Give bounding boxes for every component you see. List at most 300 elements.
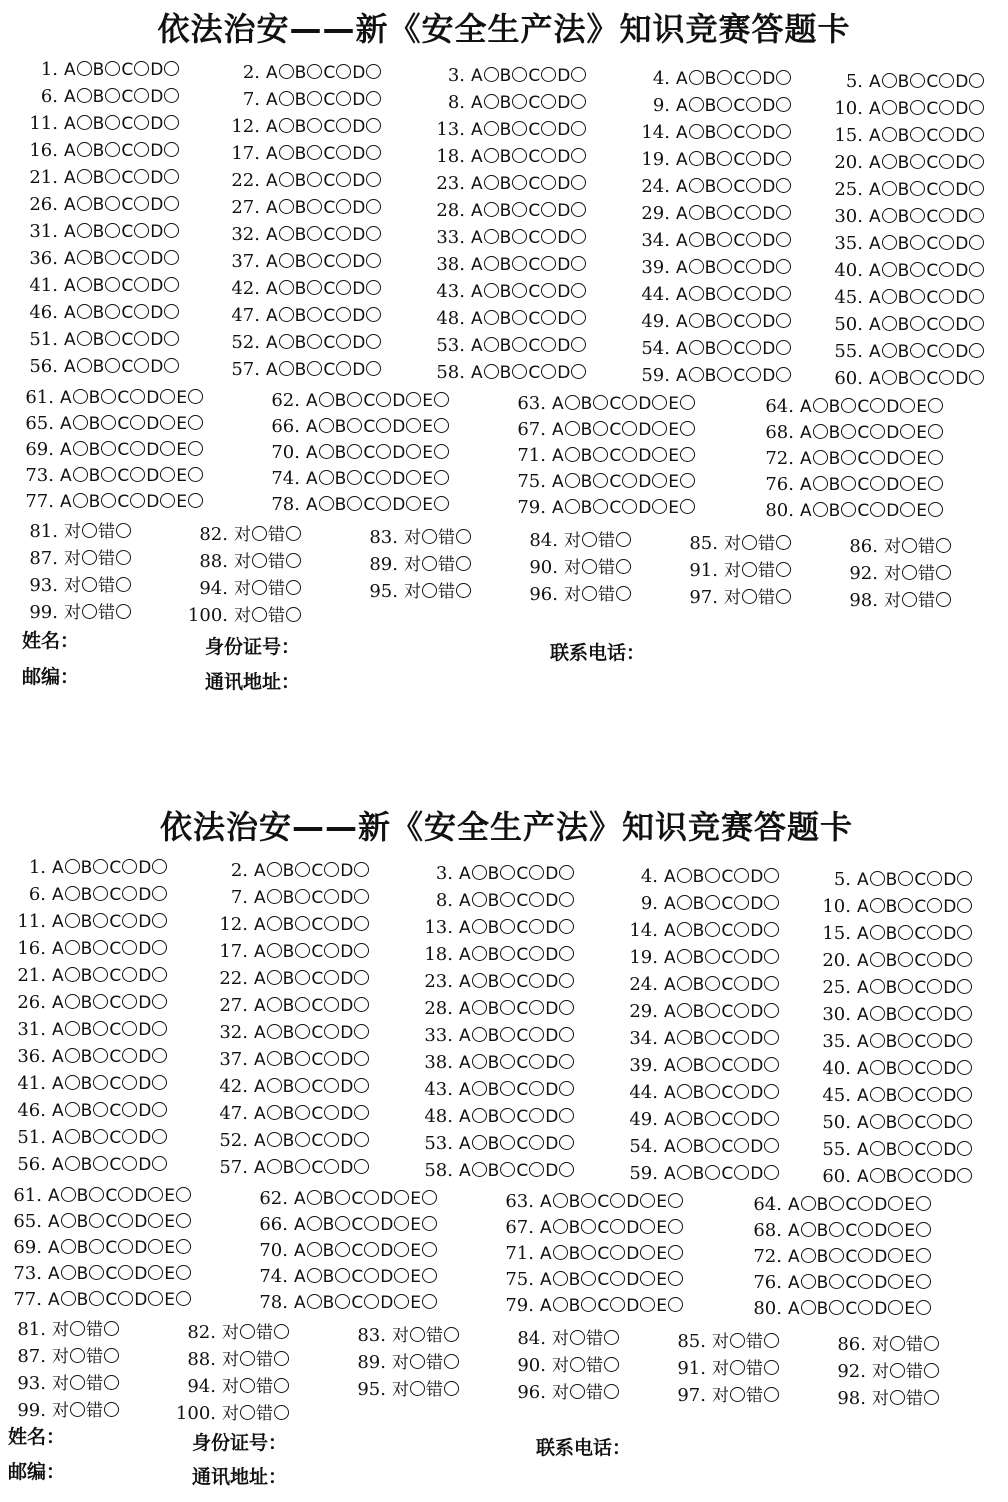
answer-bubble[interactable] [324,1051,339,1066]
option-d[interactable] [955,311,985,339]
answer-bubble[interactable] [152,913,167,928]
option-b[interactable] [295,302,324,330]
option-d[interactable] [762,146,792,174]
answer-bubble[interactable] [939,343,954,358]
option-false[interactable] [98,545,132,573]
option-c[interactable] [609,468,638,496]
option-b[interactable] [93,83,122,111]
answer-bubble[interactable] [347,418,362,433]
answer-bubble[interactable] [134,196,149,211]
answer-bubble[interactable] [746,259,761,274]
answer-bubble[interactable] [541,310,556,325]
option-c[interactable] [857,445,886,473]
option-a[interactable] [254,938,283,966]
answer-bubble[interactable] [957,1114,972,1129]
option-a[interactable] [869,68,898,96]
answer-bubble[interactable] [73,441,88,456]
option-d[interactable] [943,1055,973,1083]
answer-bubble[interactable] [252,553,267,568]
option-c[interactable] [597,1266,626,1294]
option-d[interactable] [380,1263,410,1291]
option-true[interactable] [724,584,758,612]
option-e[interactable] [656,1240,684,1268]
answer-bubble[interactable] [434,444,449,459]
option-a[interactable] [254,1100,283,1128]
answer-bubble[interactable] [500,892,515,907]
option-a[interactable] [664,998,693,1026]
answer-bubble[interactable] [813,398,828,413]
option-a[interactable] [64,164,93,192]
answer-bubble[interactable] [565,421,580,436]
answer-bubble[interactable] [335,1268,350,1283]
option-false[interactable] [758,530,792,558]
option-c[interactable] [109,881,138,909]
option-b[interactable] [705,65,734,93]
answer-bubble[interactable] [910,262,925,277]
option-c[interactable] [323,167,352,195]
option-b[interactable] [89,462,118,490]
option-c[interactable] [721,1133,750,1161]
option-d[interactable] [626,1188,656,1216]
option-b[interactable] [500,278,529,306]
option-d[interactable] [955,338,985,366]
option-a[interactable] [540,1292,569,1320]
option-true[interactable] [222,1400,256,1428]
option-b[interactable] [295,356,324,384]
option-c[interactable] [105,1182,134,1210]
option-d[interactable] [150,299,180,327]
option-c[interactable] [845,1269,874,1297]
option-c[interactable] [609,442,638,470]
option-b[interactable] [93,56,122,84]
answer-bubble[interactable] [500,973,515,988]
option-a[interactable] [471,359,500,387]
option-a[interactable] [64,56,93,84]
answer-bubble[interactable] [571,229,586,244]
answer-bubble[interactable] [640,1271,655,1286]
option-c[interactable] [528,332,557,360]
option-d[interactable] [352,59,382,87]
answer-bubble[interactable] [888,1222,903,1237]
option-b[interactable] [569,1240,598,1268]
answer-bubble[interactable] [324,889,339,904]
option-d[interactable] [545,1076,575,1104]
answer-bubble[interactable] [529,946,544,961]
answer-bubble[interactable] [746,151,761,166]
option-d[interactable] [380,1237,410,1265]
answer-bubble[interactable] [307,91,322,106]
answer-bubble[interactable] [898,1006,913,1021]
answer-bubble[interactable] [734,1084,749,1099]
option-true[interactable] [884,533,918,561]
answer-bubble[interactable] [444,1381,459,1396]
option-d[interactable] [150,110,180,138]
option-false[interactable] [758,557,792,585]
option-b[interactable] [81,1151,110,1179]
answer-bubble[interactable] [746,340,761,355]
answer-bubble[interactable] [130,441,145,456]
answer-bubble[interactable] [394,1242,409,1257]
option-b[interactable] [89,436,118,464]
option-c[interactable] [721,1106,750,1134]
option-d[interactable] [750,998,780,1026]
option-true[interactable] [872,1358,906,1386]
answer-bubble[interactable] [307,1268,322,1283]
answer-bubble[interactable] [122,859,137,874]
option-c[interactable] [351,1185,380,1213]
option-false[interactable] [586,1325,620,1353]
answer-bubble[interactable] [593,499,608,514]
option-d[interactable] [955,95,985,123]
answer-bubble[interactable] [422,556,437,571]
answer-bubble[interactable] [604,1357,619,1372]
answer-bubble[interactable] [347,470,362,485]
option-b[interactable] [488,1022,517,1050]
option-d[interactable] [392,387,422,415]
option-d[interactable] [750,1079,780,1107]
option-d[interactable] [352,113,382,141]
answer-bubble[interactable] [593,421,608,436]
option-c[interactable] [121,326,150,354]
option-b[interactable] [283,1127,312,1155]
answer-bubble[interactable] [472,919,487,934]
answer-bubble[interactable] [274,1378,289,1393]
answer-bubble[interactable] [134,331,149,346]
option-a[interactable] [459,887,488,915]
answer-bubble[interactable] [939,289,954,304]
option-d[interactable] [955,149,985,177]
answer-bubble[interactable] [279,307,294,322]
option-b[interactable] [817,1269,846,1297]
option-true[interactable] [392,1349,426,1377]
answer-bubble[interactable] [434,418,449,433]
answer-bubble[interactable] [559,1000,574,1015]
option-c[interactable] [516,860,545,888]
answer-bubble[interactable] [705,949,720,964]
answer-bubble[interactable] [898,952,913,967]
option-c[interactable] [733,173,762,201]
option-a[interactable] [52,1070,81,1098]
answer-bubble[interactable] [354,970,369,985]
answer-bubble[interactable] [730,1387,745,1402]
answer-bubble[interactable] [882,100,897,115]
answer-bubble[interactable] [105,196,120,211]
option-d[interactable] [750,890,780,918]
answer-bubble[interactable] [366,307,381,322]
option-b[interactable] [488,968,517,996]
answer-bubble[interactable] [295,1078,310,1093]
option-a[interactable] [254,911,283,939]
answer-bubble[interactable] [717,205,732,220]
option-c[interactable] [926,365,955,393]
option-d[interactable] [340,1100,370,1128]
answer-bubble[interactable] [336,199,351,214]
answer-bubble[interactable] [870,1168,885,1183]
answer-bubble[interactable] [152,859,167,874]
answer-bubble[interactable] [295,1159,310,1174]
option-a[interactable] [48,1286,77,1314]
answer-bubble[interactable] [130,493,145,508]
answer-bubble[interactable] [841,398,856,413]
answer-bubble[interactable] [105,331,120,346]
answer-bubble[interactable] [73,389,88,404]
answer-bubble[interactable] [776,367,791,382]
option-b[interactable] [886,920,915,948]
answer-bubble[interactable] [160,467,175,482]
answer-bubble[interactable] [529,892,544,907]
option-c[interactable] [845,1243,874,1271]
answer-bubble[interactable] [347,392,362,407]
answer-bubble[interactable] [105,115,120,130]
answer-bubble[interactable] [541,256,556,271]
answer-bubble[interactable] [122,1156,137,1171]
answer-bubble[interactable] [957,1141,972,1156]
answer-bubble[interactable] [668,1245,683,1260]
answer-bubble[interactable] [422,1294,437,1309]
answer-bubble[interactable] [610,1219,625,1234]
answer-bubble[interactable] [939,370,954,385]
option-false[interactable] [98,599,132,627]
option-a[interactable] [52,1124,81,1152]
answer-bubble[interactable] [898,1141,913,1156]
option-c[interactable] [926,230,955,258]
option-c[interactable] [516,968,545,996]
answer-bubble[interactable] [957,952,972,967]
answer-bubble[interactable] [93,1129,108,1144]
option-a[interactable] [64,353,93,381]
option-b[interactable] [81,1097,110,1125]
answer-bubble[interactable] [130,389,145,404]
answer-bubble[interactable] [336,280,351,295]
option-false[interactable] [906,1385,940,1413]
option-c[interactable] [926,338,955,366]
option-c[interactable] [363,465,392,493]
option-a[interactable] [459,995,488,1023]
option-c[interactable] [117,410,146,438]
answer-bubble[interactable] [240,1378,255,1393]
answer-bubble[interactable] [841,476,856,491]
answer-bubble[interactable] [882,154,897,169]
answer-bubble[interactable] [164,223,179,238]
answer-bubble[interactable] [274,1351,289,1366]
option-c[interactable] [121,137,150,165]
answer-bubble[interactable] [118,1239,133,1254]
option-c[interactable] [121,353,150,381]
answer-bubble[interactable] [529,1162,544,1177]
option-c[interactable] [109,854,138,882]
answer-bubble[interactable] [870,1033,885,1048]
option-a[interactable] [857,1163,886,1191]
answer-bubble[interactable] [553,1245,568,1260]
answer-bubble[interactable] [900,424,915,439]
option-b[interactable] [693,971,722,999]
option-a[interactable] [869,203,898,231]
answer-bubble[interactable] [910,343,925,358]
option-a[interactable] [459,1103,488,1131]
answer-bubble[interactable] [434,392,449,407]
option-true[interactable] [564,527,598,555]
option-false[interactable] [86,1370,120,1398]
answer-bubble[interactable] [152,1075,167,1090]
answer-bubble[interactable] [582,532,597,547]
answer-bubble[interactable] [366,280,381,295]
answer-bubble[interactable] [928,398,943,413]
option-e[interactable] [916,419,944,447]
answer-bubble[interactable] [307,118,322,133]
answer-bubble[interactable] [354,1105,369,1120]
option-b[interactable] [93,299,122,327]
option-d[interactable] [762,281,792,309]
answer-bubble[interactable] [152,994,167,1009]
option-c[interactable] [857,471,886,499]
option-true[interactable] [724,557,758,585]
answer-bubble[interactable] [969,289,984,304]
option-a[interactable] [676,227,705,255]
answer-bubble[interactable] [640,1297,655,1312]
option-e[interactable] [904,1217,932,1245]
option-b[interactable] [898,203,927,231]
option-a[interactable] [266,86,295,114]
option-a[interactable] [266,194,295,222]
option-a[interactable] [788,1269,817,1297]
answer-bubble[interactable] [565,395,580,410]
answer-bubble[interactable] [529,919,544,934]
option-a[interactable] [540,1188,569,1216]
answer-bubble[interactable] [376,496,391,511]
answer-bubble[interactable] [870,871,885,886]
answer-bubble[interactable] [105,223,120,238]
option-e[interactable] [656,1292,684,1320]
answer-bubble[interactable] [512,283,527,298]
answer-bubble[interactable] [267,1024,282,1039]
option-false[interactable] [918,560,952,588]
answer-bubble[interactable] [888,1196,903,1211]
answer-bubble[interactable] [164,331,179,346]
option-d[interactable] [955,122,985,150]
answer-bubble[interactable] [65,940,80,955]
answer-bubble[interactable] [93,967,108,982]
answer-bubble[interactable] [324,1078,339,1093]
option-b[interactable] [323,1237,352,1265]
answer-bubble[interactable] [274,1324,289,1339]
answer-bubble[interactable] [916,1196,931,1211]
answer-bubble[interactable] [176,1265,191,1280]
option-a[interactable] [471,197,500,225]
answer-bubble[interactable] [122,940,137,955]
option-c[interactable] [351,1263,380,1291]
option-true[interactable] [712,1382,746,1410]
option-b[interactable] [488,887,517,915]
option-d[interactable] [138,962,168,990]
answer-bubble[interactable] [324,1132,339,1147]
answer-bubble[interactable] [677,1165,692,1180]
answer-bubble[interactable] [882,181,897,196]
option-d[interactable] [762,362,792,390]
answer-bubble[interactable] [677,1138,692,1153]
option-b[interactable] [93,245,122,273]
answer-bubble[interactable] [307,199,322,214]
option-a[interactable] [800,419,829,447]
option-e[interactable] [164,1208,192,1236]
answer-bubble[interactable] [829,1196,844,1211]
option-c[interactable] [926,284,955,312]
answer-bubble[interactable] [927,1114,942,1129]
option-d[interactable] [545,1103,575,1131]
answer-bubble[interactable] [559,919,574,934]
answer-bubble[interactable] [324,1105,339,1120]
answer-bubble[interactable] [616,559,631,574]
answer-bubble[interactable] [565,447,580,462]
answer-bubble[interactable] [746,367,761,382]
answer-bubble[interactable] [969,73,984,88]
answer-bubble[interactable] [734,1111,749,1126]
option-false[interactable] [268,575,302,603]
answer-bubble[interactable] [307,172,322,187]
option-c[interactable] [516,914,545,942]
answer-bubble[interactable] [77,277,92,292]
option-true[interactable] [552,1352,586,1380]
answer-bubble[interactable] [858,1274,873,1289]
answer-bubble[interactable] [89,1265,104,1280]
answer-bubble[interactable] [295,943,310,958]
option-b[interactable] [93,110,122,138]
answer-bubble[interactable] [70,1375,85,1390]
option-a[interactable] [459,1076,488,1104]
answer-bubble[interactable] [841,424,856,439]
answer-bubble[interactable] [705,1084,720,1099]
option-d[interactable] [340,1019,370,1047]
option-e[interactable] [656,1214,684,1242]
option-d[interactable] [138,1151,168,1179]
answer-bubble[interactable] [148,1239,163,1254]
answer-bubble[interactable] [366,334,381,349]
option-c[interactable] [121,56,150,84]
option-a[interactable] [52,1016,81,1044]
answer-bubble[interactable] [571,121,586,136]
option-d[interactable] [150,56,180,84]
answer-bubble[interactable] [394,1294,409,1309]
option-e[interactable] [164,1234,192,1262]
answer-bubble[interactable] [500,946,515,961]
answer-bubble[interactable] [152,1048,167,1063]
answer-bubble[interactable] [776,535,791,550]
answer-bubble[interactable] [267,943,282,958]
option-c[interactable] [914,1001,943,1029]
option-b[interactable] [886,974,915,1002]
answer-bubble[interactable] [307,145,322,160]
option-b[interactable] [283,1154,312,1182]
option-a[interactable] [676,92,705,120]
option-d[interactable] [557,62,587,90]
option-e[interactable] [164,1182,192,1210]
answer-bubble[interactable] [813,450,828,465]
option-b[interactable] [886,1109,915,1137]
answer-bubble[interactable] [969,370,984,385]
answer-bubble[interactable] [593,447,608,462]
option-b[interactable] [693,1106,722,1134]
option-d[interactable] [557,278,587,306]
answer-bubble[interactable] [541,148,556,163]
answer-bubble[interactable] [939,262,954,277]
answer-bubble[interactable] [553,1219,568,1234]
option-b[interactable] [500,359,529,387]
option-a[interactable] [459,1049,488,1077]
answer-bubble[interactable] [364,1242,379,1257]
answer-bubble[interactable] [472,1162,487,1177]
option-d[interactable] [557,359,587,387]
option-b[interactable] [705,119,734,147]
answer-bubble[interactable] [582,586,597,601]
